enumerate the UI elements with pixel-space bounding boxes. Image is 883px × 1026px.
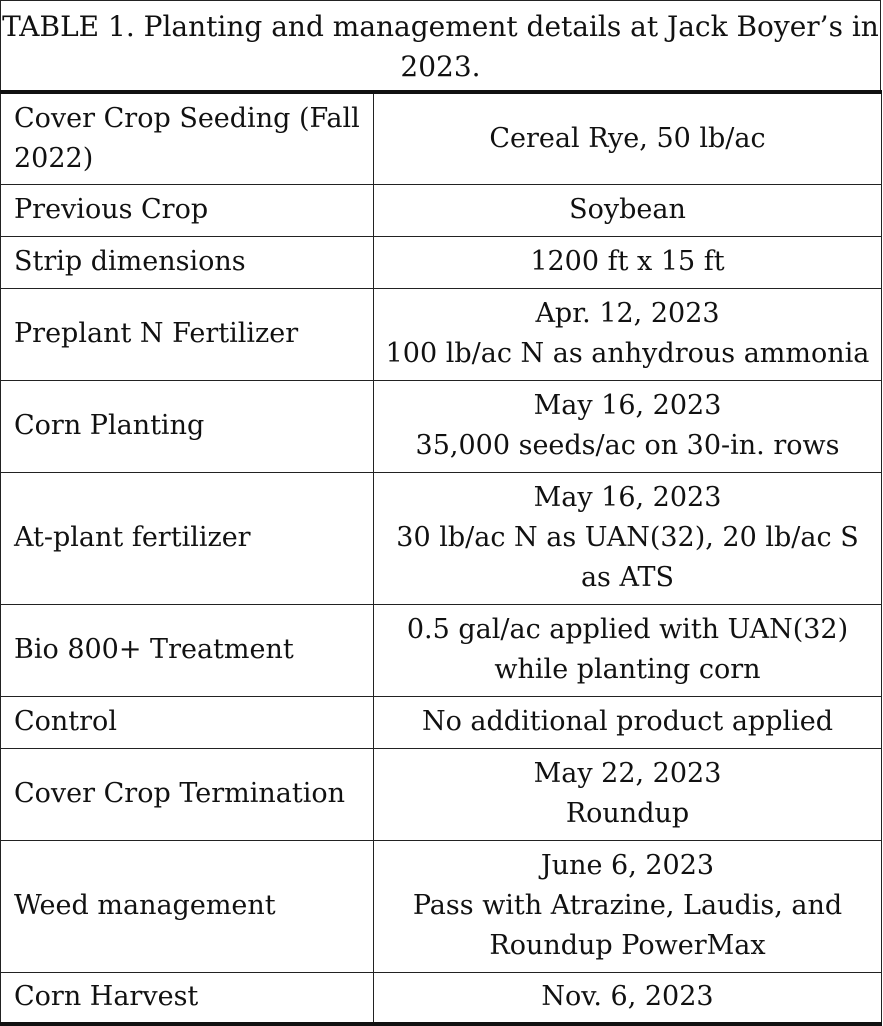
row-label: Corn Planting bbox=[1, 380, 374, 472]
value-line: Cereal Rye, 50 lb/ac bbox=[489, 122, 766, 154]
table-row bbox=[1, 696, 882, 748]
table-row bbox=[1, 972, 882, 1024]
table-row bbox=[1, 92, 882, 184]
row-label: Weed management bbox=[1, 840, 374, 972]
row-value bbox=[374, 696, 882, 748]
row-value bbox=[374, 748, 882, 840]
row-value bbox=[374, 236, 882, 288]
table-row bbox=[1, 380, 882, 472]
value-line: May 22, 2023 bbox=[533, 758, 722, 789]
row-label: Cover Crop Seeding (Fall 2022) bbox=[1, 92, 374, 184]
row-value bbox=[374, 972, 882, 1024]
row-value bbox=[374, 840, 882, 972]
row-value bbox=[374, 92, 882, 184]
row-label: Strip dimensions bbox=[1, 236, 374, 288]
row-value bbox=[374, 288, 882, 380]
row-value bbox=[374, 380, 882, 472]
row-label: Control bbox=[1, 696, 374, 748]
value-line: 30 lb/ac N as UAN(32), 20 lb/ac S as ATS bbox=[396, 522, 859, 593]
table-row bbox=[1, 236, 882, 288]
table-row bbox=[1, 840, 882, 972]
table-row bbox=[1, 472, 882, 604]
value-line: Pass with Atrazine, Laudis, and Roundup PowerMax bbox=[412, 890, 843, 961]
table-row bbox=[1, 288, 882, 380]
row-label: Bio 800+ Treatment bbox=[1, 604, 374, 696]
table-caption: TABLE 1. Planting and management details at Jack Boyer’s in 2023. bbox=[0, 0, 881, 90]
table-row bbox=[1, 748, 882, 840]
value-line: 0.5 gal/ac applied with UAN(32) while planting corn bbox=[406, 614, 849, 685]
row-label: At-plant fertilizer bbox=[1, 472, 374, 604]
value-line: 100 lb/ac N as anhydrous ammonia bbox=[385, 338, 870, 369]
row-label: Preplant N Fertilizer bbox=[1, 288, 374, 380]
row-value bbox=[374, 184, 882, 236]
value-line: Roundup bbox=[565, 798, 690, 829]
value-line: Soybean bbox=[569, 194, 686, 225]
value-line: June 6, 2023 bbox=[540, 850, 715, 881]
value-line: May 16, 2023 bbox=[533, 482, 722, 513]
table-row bbox=[1, 604, 882, 696]
value-line: May 16, 2023 bbox=[533, 390, 722, 421]
value-line: 35,000 seeds/ac on 30-in. rows bbox=[415, 430, 840, 461]
row-label: Corn Harvest bbox=[1, 972, 374, 1024]
table-row bbox=[1, 184, 882, 236]
value-line: Apr. 12, 2023 bbox=[535, 298, 720, 329]
value-line: 1200 ft x 15 ft bbox=[530, 246, 725, 277]
value-line: No additional product applied bbox=[421, 706, 834, 737]
row-value bbox=[374, 472, 882, 604]
row-label: Previous Crop bbox=[1, 184, 374, 236]
value-line: Nov. 6, 2023 bbox=[541, 981, 714, 1013]
row-value bbox=[374, 604, 882, 696]
row-label: Cover Crop Termination bbox=[1, 748, 374, 840]
management-table bbox=[0, 90, 882, 1026]
